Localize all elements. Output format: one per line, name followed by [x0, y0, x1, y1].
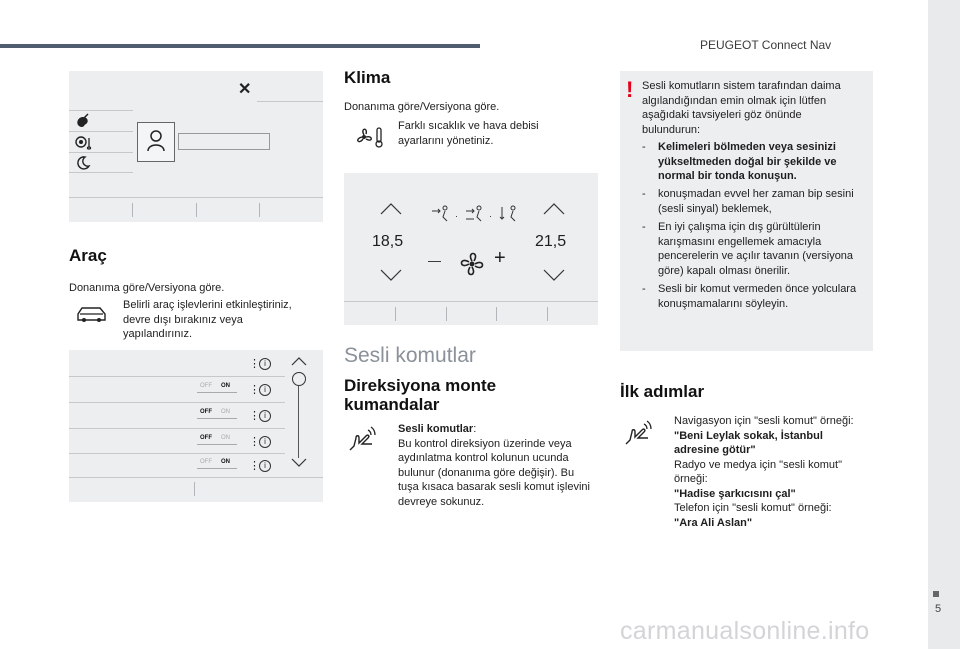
nav-example: "Beni Leylak sokak, İstanbul adresine götür"	[674, 429, 823, 456]
voice-command-icon	[624, 420, 658, 448]
arac-title: Araç	[69, 246, 107, 265]
bullet-dash: -	[642, 188, 646, 200]
side-strip	[928, 0, 960, 649]
klima-title: Klima	[344, 68, 391, 87]
settings-screen-panel	[69, 71, 323, 222]
temp-left-up-icon[interactable]	[380, 203, 402, 215]
scrollbar-track[interactable]	[298, 386, 299, 458]
warning-intro: Sesli komutların sistem tarafından daima algılandığından emin olmak için lütfen aşağıdaki tavsiyeleri göz önünde bulundurun:	[642, 80, 841, 136]
klima-description: Farklı sıcaklık ve hava debisi ayarlarını yönetiniz.	[398, 120, 539, 147]
toggle-off-label: OFF	[200, 409, 212, 415]
ilk-content	[674, 414, 864, 530]
car-icon	[76, 303, 108, 325]
sesli-description	[398, 422, 593, 509]
toggle-row[interactable]	[197, 409, 287, 423]
sesli-title: Sesli komutlar	[344, 344, 476, 367]
toggle-off-label: OFF	[200, 383, 212, 389]
profile-tile[interactable]	[137, 122, 175, 162]
phone-example-label: Telefon için "sesli komut" örneği:	[674, 502, 832, 514]
info-icon[interactable]: i	[259, 358, 271, 370]
toggle-off-label: OFF	[200, 435, 212, 441]
toggle-on-label: ON	[221, 409, 230, 415]
temp-right-down-icon[interactable]	[543, 269, 565, 281]
warning-item-text: Kelimeleri bölmeden veya sesinizi yükseltmeden doğal bir şekilde ve normal bir tonda konuşun.	[658, 141, 837, 182]
sesli-desc-colon: :	[473, 423, 477, 435]
sesli-desc-body: Bu kontrol direksiyon üzerinde veya aydınlatma kontrol kolunun ucunda bulunur (donanıma göre değişir). Bu tuşa kısaca basarak sesli komut işlevini devreye sokunuz.	[398, 437, 590, 508]
toggle-row[interactable]	[197, 435, 287, 449]
page-number: 5	[935, 603, 942, 615]
top-rule	[0, 44, 480, 48]
warning-box	[620, 71, 873, 351]
bullet-dash: -	[642, 283, 646, 295]
warning-icon: !	[626, 77, 634, 102]
climate-screen-panel: 18,5 21,5 · · — +	[344, 173, 598, 325]
media-example-label: Radyo ve medya için "sesli komut" örneği:	[674, 458, 842, 485]
airflow-face-feet-icon[interactable]	[464, 205, 486, 223]
nav-example-label: Navigasyon için "sesli komut" örneği:	[674, 415, 854, 427]
info-icon[interactable]: i	[259, 460, 271, 472]
gear-icon[interactable]	[73, 134, 95, 150]
warning-item	[642, 187, 870, 216]
warning-item	[642, 220, 870, 278]
temp-left-value: 18,5	[372, 233, 404, 250]
temp-right-value: 21,5	[535, 233, 567, 250]
fan-increase-button[interactable]: +	[494, 247, 506, 269]
toggle-on-label: ON	[221, 459, 230, 465]
row-menu-icon[interactable]: ⋮	[249, 384, 260, 396]
fan-decrease-button[interactable]: —	[428, 253, 441, 268]
toggle-on-label: ON	[221, 435, 230, 441]
sesli-subtitle-line1: Direksiyona monte	[344, 376, 497, 395]
toggle-on-label: ON	[221, 383, 230, 389]
bullet-dash: -	[642, 141, 646, 153]
phone-example: "Ara Ali Aslan"	[674, 516, 753, 529]
sesli-desc-bold: Sesli komutlar	[398, 423, 474, 435]
fan-icon	[457, 249, 487, 279]
warning-item-text: konuşmadan evvel her zaman bip sesini (sesli sinyal) beklemek,	[658, 188, 854, 215]
warning-item-text: Sesli bir komut vermeden önce yolculara konuşmamalarını söyleyin.	[658, 283, 857, 310]
arac-description: Belirli araç işlevlerini etkinleştiriniz, devre dışı bırakınız veya yapılandırınız.	[123, 299, 292, 340]
ilk-title: İlk adımlar	[620, 382, 705, 401]
scroll-down-icon[interactable]	[291, 458, 307, 468]
row-menu-icon[interactable]: ⋮	[249, 358, 260, 370]
toggle-row[interactable]	[197, 459, 287, 473]
row-menu-icon[interactable]: ⋮	[249, 410, 260, 422]
palette-icon[interactable]	[75, 113, 91, 129]
media-example: "Hadise şarkıcısını çal"	[674, 487, 796, 500]
info-icon[interactable]: i	[259, 384, 271, 396]
scroll-up-icon[interactable]	[291, 356, 307, 366]
scrollbar-thumb[interactable]	[292, 372, 306, 386]
info-icon[interactable]: i	[259, 436, 271, 448]
climate-icon	[352, 124, 386, 150]
row-menu-icon[interactable]: ⋮	[249, 436, 260, 448]
close-icon[interactable]: ✕	[238, 81, 252, 98]
sesli-subtitle-line2: kumandalar	[344, 395, 440, 414]
airflow-face-icon[interactable]	[430, 205, 452, 223]
row-menu-icon[interactable]: ⋮	[249, 460, 260, 472]
klima-subtitle: Donanıma göre/Versiyona göre.	[344, 101, 500, 113]
profile-field[interactable]	[178, 133, 270, 150]
warning-item	[642, 282, 870, 311]
page-header: PEUGEOT Connect Nav	[700, 38, 832, 52]
warning-item-text: En iyi çalışma için dış gürültülerin karışmasını engellemek amacıyla pencerelerin ve açılır tavanın (versiyona göre) kapalı olması önerilir.	[658, 221, 854, 277]
warning-item	[642, 140, 870, 184]
toggle-off-label: OFF	[200, 459, 212, 465]
temp-left-down-icon[interactable]	[380, 269, 402, 281]
person-icon	[138, 123, 174, 161]
bullet-dash: -	[642, 221, 646, 233]
arac-subtitle: Donanıma göre/Versiyona göre.	[69, 282, 225, 294]
moon-icon[interactable]	[75, 155, 91, 171]
airflow-feet-icon[interactable]	[498, 205, 520, 223]
temp-right-up-icon[interactable]	[543, 203, 565, 215]
info-icon[interactable]: i	[259, 410, 271, 422]
toggle-row[interactable]	[197, 383, 287, 397]
page-marker	[933, 591, 939, 597]
watermark: carmanualsonline.info	[620, 617, 870, 645]
vehicle-screen-panel	[69, 350, 323, 502]
voice-command-icon	[348, 426, 382, 454]
